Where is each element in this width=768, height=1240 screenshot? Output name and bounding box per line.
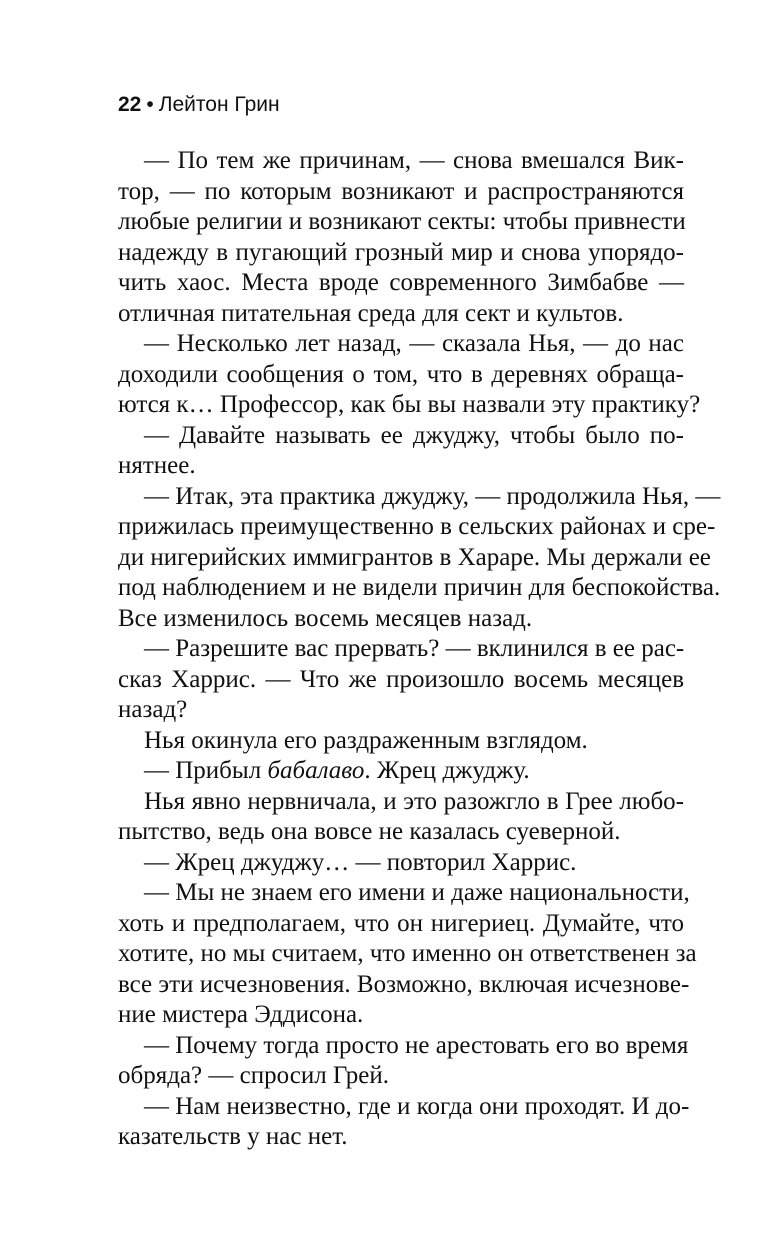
- text-line: хотите, но мы считаем, что именно он ответственен за: [118, 940, 697, 967]
- text-line: — Итак, эта практика джуджу, — продолжила Нья, —: [144, 482, 721, 510]
- text-line: ние мистера Эддисона.: [118, 1001, 364, 1028]
- text-line: Нья окинула его раздраженным взглядом.: [144, 726, 588, 754]
- text-line: обряда? — спросил Грей.: [118, 1062, 390, 1089]
- text-line: казательств у нас нет.: [118, 1123, 348, 1150]
- text-line: чить хаос. Места вроде современного Зимбабве —: [118, 269, 684, 296]
- text-line: нятнее.: [118, 452, 196, 479]
- author-name: Лейтон Грин: [158, 93, 280, 116]
- text-line: Нья явно нервничала, и это разожгло в Грее любо-: [144, 787, 684, 815]
- text-line: пытство, ведь она вовсе не казалась суеверной.: [118, 818, 621, 845]
- header-separator: •: [146, 93, 154, 116]
- text-line: прижилась преимущественно в сельских районах и сре-: [118, 513, 716, 540]
- running-head: [118, 92, 280, 118]
- text-line: доходили сообщения о том, что в деревнях обраща-: [118, 360, 684, 388]
- text-line: под наблюдением и не видели причин для беспокойства.: [118, 574, 721, 601]
- text-line: ди нигерийских иммигрантов в Хараре. Мы держали ее: [118, 543, 711, 571]
- text-line: надежду в пугающий грозный мир и снова упорядо-: [118, 238, 684, 266]
- text-line: хоть и предполагаем, что он нигериец. Думайте, что: [118, 909, 684, 937]
- text-line: — Несколько лет назад, — сказала Нья, — до нас: [144, 330, 684, 357]
- text-line: — Почему тогда просто не арестовать его во время: [144, 1031, 689, 1059]
- text-line: любые религии и возникают секты: чтобы привнести: [118, 208, 686, 235]
- text-line: ются к… Профессор, как бы вы назвали эту практику?: [118, 391, 701, 418]
- body-text: [118, 146, 721, 1153]
- text-segment: . Жрец джуджу.: [364, 757, 530, 784]
- text-line: — Разрешите вас прервать? — вклинился в ее рас-: [144, 635, 685, 662]
- text-segment: — Прибыл: [144, 757, 268, 784]
- italic-term: бабалаво: [267, 757, 365, 784]
- text-line: тор, — по которым возникают и распространяются: [118, 177, 684, 205]
- text-line: — Мы не знаем его имени и даже национальности,: [144, 879, 690, 906]
- text-line: назад?: [118, 696, 188, 723]
- text-line: [118, 756, 684, 787]
- text-line: отличная питательная среда для сект и культов.: [118, 299, 624, 327]
- text-line: — По тем же причинам, — снова вмешался Вик-: [144, 147, 684, 174]
- text-line: — Нам неизвестно, где и когда они проходят. И до-: [144, 1092, 690, 1120]
- text-line: сказ Харрис. — Что же произошло восемь месяцев: [118, 665, 684, 693]
- text-line: Все изменилось восемь месяцев назад.: [118, 604, 533, 632]
- text-line: все эти исчезновения. Возможно, включая исчезнове-: [118, 970, 690, 998]
- text-line: — Давайте называть ее джуджу, чтобы было по-: [144, 421, 684, 449]
- page-number: 22: [118, 93, 142, 116]
- text-line: — Жрец джуджу… — повторил Харрис.: [144, 848, 577, 876]
